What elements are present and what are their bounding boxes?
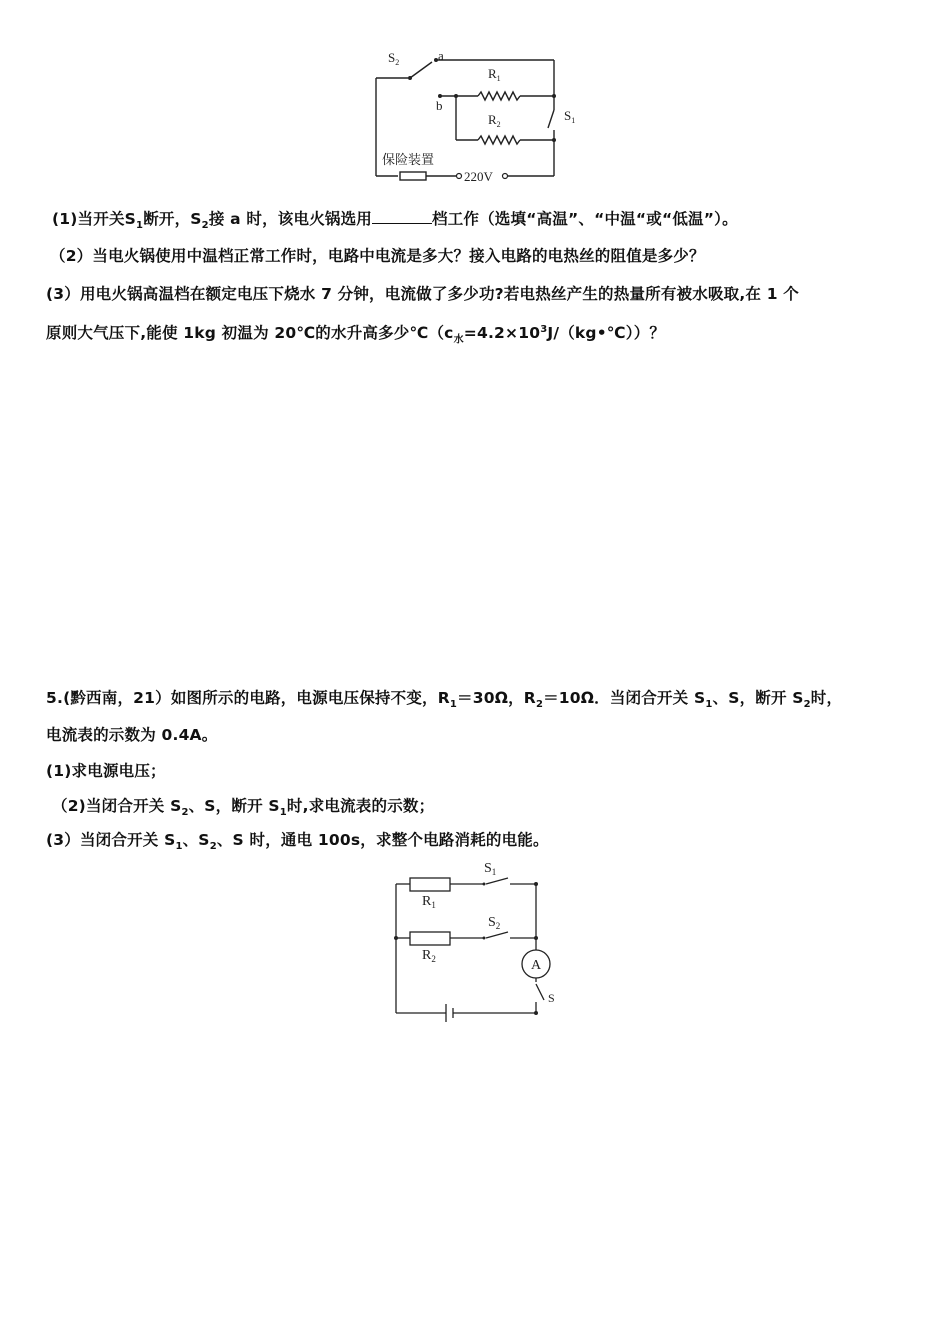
s1-switch-label: $S_1$ (484, 861, 497, 877)
protection-device-label: 保险装置 (382, 152, 435, 167)
parallel-resistor-circuit-diagram (388, 858, 564, 1023)
electric-hotpot-circuit-diagram (368, 48, 594, 183)
q4-part1: (1)当开关$S_1$断开，$S_2$接 a 时，该电火锅选用 档工作（选填“高温”、“中温“或“低温”）。 (52, 207, 738, 237)
r2-label: $R_2$ (422, 948, 436, 964)
r2-label: $R_2$ (488, 112, 501, 129)
q5-part1: (1)求电源电压； (46, 762, 166, 780)
q4-part2: （2）当电火锅使用中温档正常工作时，电路中电流是多大？接入电路的电热丝的阻值是多少？ (50, 247, 705, 265)
supply-voltage-label: 220V (464, 169, 493, 183)
q5-part3: (3）当闭合开关 $S_1$、$S_2$、S 时，通电 100s，求整个电路消耗的电能。 (46, 831, 549, 853)
answer-blank[interactable] (372, 207, 432, 224)
q4-part3-line1: (3）用电火锅高温档在额定电压下烧水 7 分钟，电流做了多少功?若电热丝产生的热量所有被水吸取,在 1 个 (46, 285, 800, 303)
node-a-label: a (438, 48, 444, 63)
q5-intro-line1: 5.(黔西南，21）如图所示的电路，电源电压保持不变，$R_1=30\Omega$，$R_2=10\Omega$．当闭合开关 $S_1$、S，断开 $S_2$时， (46, 689, 843, 711)
ammeter-label: A (531, 958, 542, 973)
q5-intro-line2: 电流表的示数为 0.4A。 (46, 726, 218, 744)
s2-switch-label: $S_2$ (488, 915, 501, 931)
r1-label: $R_1$ (422, 894, 436, 910)
r1-label: $R_1$ (488, 66, 501, 83)
q5-part2: （2)当闭合开关 $S_2$、S，断开 $S_1$时,求电流表的示数； (52, 797, 435, 819)
s1-switch-label: $S_1$ (564, 108, 576, 125)
node-b-label: b (436, 98, 443, 113)
s2-switch-label: $S_2$ (388, 50, 400, 67)
q4-part3-line2: 原则大气压下,能使 1kg 初温为 20℃的水升高多少$℃(c_水=4.2\times 10^3J/(kg•℃))$？ (46, 324, 666, 346)
s-switch-label: S (548, 991, 555, 1005)
